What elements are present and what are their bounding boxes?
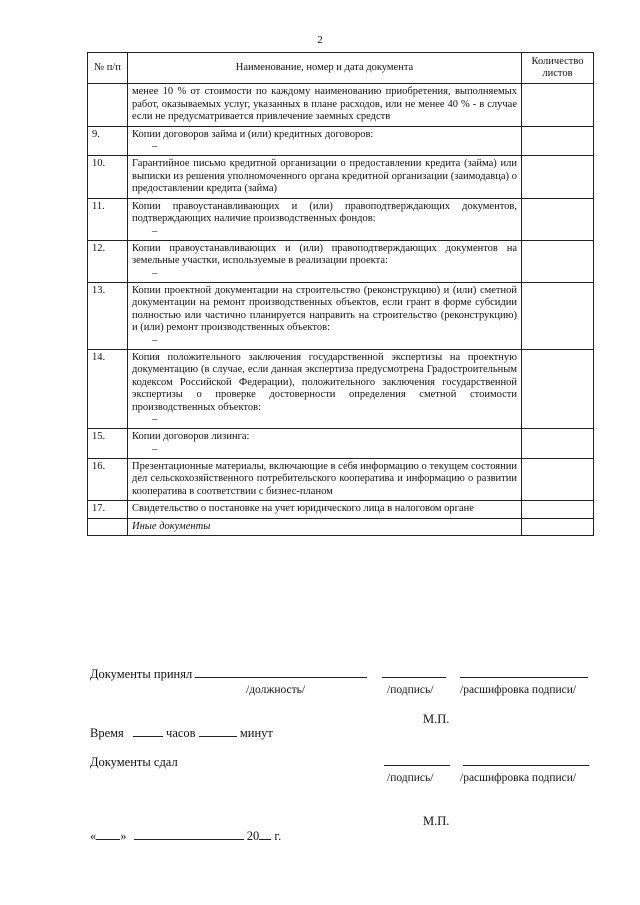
row-document-text: Копии правоустанавливающих и (или) правоподтверждающих документов, подтверждающих наличие производственных фондов:	[132, 200, 517, 224]
table-row	[88, 518, 594, 536]
row-dash: –	[152, 141, 158, 152]
date-close-quote: »	[120, 829, 127, 843]
table-row	[88, 156, 594, 199]
decoding-caption: /расшифровка подписи/	[460, 684, 577, 696]
hours-blank	[133, 736, 163, 737]
row-number	[88, 518, 128, 536]
table-row	[88, 126, 594, 156]
row-document-cell	[128, 156, 522, 199]
table-row	[88, 282, 594, 349]
row-quantity	[522, 126, 594, 156]
page-number: 2	[317, 34, 323, 46]
row-document-text: Копии правоустанавливающих и (или) правоподтверждающих документов на земельные участки, используемые в реализации проекта:	[132, 242, 517, 266]
day-blank	[96, 839, 120, 840]
table-row	[88, 458, 594, 501]
minutes-label: минут	[239, 726, 273, 740]
row-number: 14.	[88, 349, 128, 429]
position-blank	[195, 677, 367, 678]
row-document-cell	[128, 282, 522, 349]
handed-label: Документы сдал	[90, 755, 178, 769]
year-suffix: г.	[274, 829, 282, 843]
row-number: 16.	[88, 458, 128, 501]
minutes-blank	[199, 736, 237, 737]
row-number: 15.	[88, 429, 128, 459]
table-header-row	[88, 53, 594, 84]
row-document-text: Презентационные материалы, включающие в себя информацию о текущем состоянии дел сельскохозяйственного потребительского кооператива и информацию о развитии кооператива в соответствии с бизнес-планом	[132, 460, 517, 497]
row-quantity	[522, 240, 594, 282]
handed-blanks	[384, 755, 589, 770]
row-quantity	[522, 282, 594, 349]
table-row	[88, 198, 594, 240]
row-document-text: Копия положительного заключения государственной экспертизы на проектную документацию (в случае, если данная экспертиза предусмотрена Градостроительным кодексом Российской Федерации), положительного заключения государственной экспертизы о проверке достоверности определения сметной стоимости производственных объектов:	[132, 351, 517, 413]
row-dash: –	[152, 267, 158, 279]
position-caption: /должность/	[246, 684, 306, 696]
signature-caption: /подпись/	[387, 684, 434, 696]
accepted-label: Документы принял	[90, 667, 193, 681]
row-document-cell	[128, 126, 522, 156]
row-document-cell	[128, 518, 522, 536]
row-document-text: Копии проектной документации на строительство (реконструкцию) и (или) сметной документации на ремонт производственных объектов, если грант в форме субсидии полностью или частично планируется направить на строительство (реконструкцию) и (или) ремонт производственных объектов:	[132, 284, 517, 333]
table-row	[88, 429, 594, 459]
row-number	[88, 84, 128, 127]
row-document-text: менее 10 % от стоимости по каждому наименованию приобретения, выполняемых работ, оказываемых услуг, указанных в плане расходов, или не менее 40 % - в случае если не предусматривается привлечение заемных средств	[132, 86, 517, 122]
stamp-place-1: М.П.	[423, 712, 450, 726]
row-quantity	[522, 84, 594, 127]
row-quantity	[522, 156, 594, 199]
row-document-cell	[128, 240, 522, 282]
row-document-cell	[128, 198, 522, 240]
header-document: Наименование, номер и дата документа	[128, 53, 522, 84]
row-number: 13.	[88, 282, 128, 349]
row-quantity	[522, 501, 594, 519]
time-label: Время	[90, 726, 124, 740]
row-document-cell	[128, 429, 522, 459]
table-row	[88, 501, 594, 519]
row-dash: –	[152, 443, 158, 455]
hours-label: часов	[166, 726, 196, 740]
row-number: 17.	[88, 501, 128, 519]
decoding-blank	[460, 677, 588, 678]
row-number: 10.	[88, 156, 128, 199]
stamp-place-2: М.П.	[423, 814, 450, 828]
row-number: 11.	[88, 198, 128, 240]
row-document-cell	[128, 349, 522, 429]
handed-decoding-blank	[463, 765, 589, 766]
row-quantity	[522, 429, 594, 459]
year-prefix: 20	[246, 829, 260, 843]
row-document-text: Копии договоров лизинга:	[132, 431, 250, 442]
date-open-quote: «	[90, 829, 97, 843]
row-quantity	[522, 458, 594, 501]
row-number: 9.	[88, 126, 128, 156]
row-quantity	[522, 198, 594, 240]
handed-decoding-caption: /расшифровка подписи/	[460, 772, 577, 784]
row-document-cell	[128, 458, 522, 501]
handed-signature-blank	[384, 765, 450, 766]
row-quantity	[522, 349, 594, 429]
table-row	[88, 349, 594, 429]
row-dash: –	[152, 334, 158, 346]
row-document-text: Иные документы	[132, 520, 211, 532]
row-number: 12.	[88, 240, 128, 282]
row-document-text: Копии договоров займа и (или) кредитных договоров:	[132, 128, 374, 140]
handed-signature-caption: /подпись/	[387, 772, 434, 784]
row-document-cell	[128, 501, 522, 519]
table-row	[88, 240, 594, 282]
year-blank	[259, 839, 271, 840]
month-blank	[134, 839, 244, 840]
signature-blank	[382, 677, 446, 678]
header-number: № п/п	[88, 53, 128, 84]
accepted-line	[90, 667, 588, 682]
row-dash: –	[152, 414, 158, 425]
time-line	[90, 726, 273, 741]
row-dash: –	[152, 225, 158, 237]
row-document-text: Гарантийное письмо кредитной организации о предоставлении кредита (займа) или выписки из решения уполномоченного органа кредитной организации (заимодавца) о предоставлении кредита (займа)	[132, 158, 517, 194]
table-row	[88, 84, 594, 127]
date-line	[90, 829, 281, 844]
row-document-cell	[128, 84, 522, 127]
documents-table	[87, 52, 594, 536]
row-document-text: Свидетельство о постановке на учет юридического лица в налоговом органе	[132, 503, 474, 514]
row-quantity	[522, 518, 594, 536]
header-quantity: Количество листов	[522, 53, 594, 84]
